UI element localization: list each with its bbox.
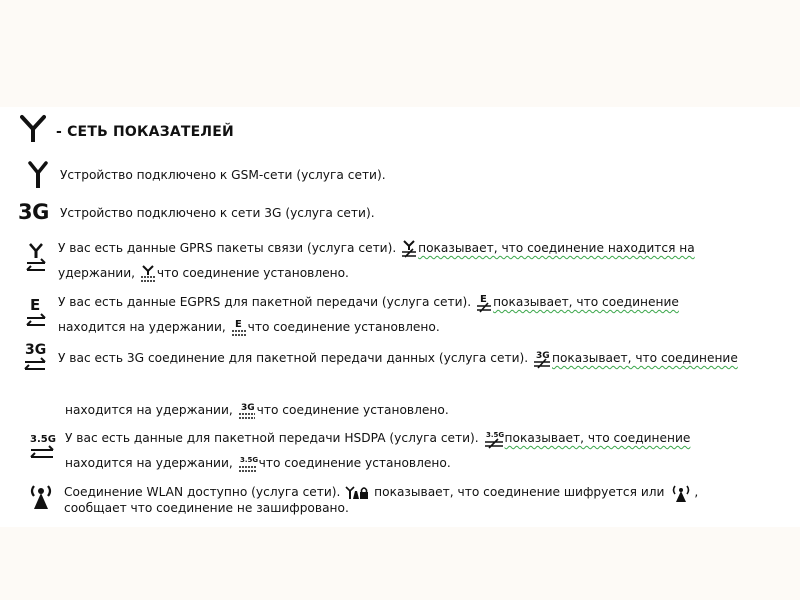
gprs-description-line1: У вас есть данные GPRS пакеты связи (услуга сети). показывает, что соединение находится на bbox=[58, 236, 695, 260]
gprs-icon bbox=[24, 242, 48, 276]
egprs-description-line2: находится на удержании, E что соединение установлено. bbox=[58, 315, 440, 339]
3g-packet-description-line2: находится на удержании, 3G что соединение установлено. bbox=[65, 398, 449, 422]
wlan-icon bbox=[28, 482, 54, 512]
hsdpa-description-line2: находится на удержании, 3.5G что соединение установлено. bbox=[65, 451, 451, 475]
gprs-description-line2: удержании, что соединение установлено. bbox=[58, 261, 349, 285]
wlan-unencrypted-icon bbox=[669, 483, 693, 503]
3g-icon: 3G bbox=[18, 200, 49, 224]
antenna-icon bbox=[20, 114, 46, 144]
egprs-hold-icon bbox=[476, 293, 492, 313]
egprs-hold-label: E bbox=[480, 293, 487, 305]
wlan-description-line1: Соединение WLAN доступно (услуга сети). показывает, что соединение шифруется или , bbox=[64, 480, 698, 504]
hsdpa-icon-label: 3.5G bbox=[30, 434, 56, 445]
hsdpa-active-label: 3.5G bbox=[239, 455, 258, 464]
3g-active-label: 3G bbox=[240, 402, 255, 413]
gsm-description: Устройство подключено к GSM-сети (услуга сети). bbox=[60, 168, 386, 182]
gprs-hold-icon bbox=[401, 240, 417, 258]
egprs-active-label: E bbox=[234, 318, 242, 330]
3g-packet-icon bbox=[22, 340, 50, 374]
egprs-description-line1: У вас есть данные EGPRS для пакетной передачи (услуга сети). E показывает, что соединение bbox=[58, 290, 679, 314]
3g-hold-label: 3G bbox=[536, 350, 550, 361]
wlan-encrypted-icon bbox=[345, 485, 369, 501]
hsdpa-icon bbox=[28, 430, 58, 464]
hsdpa-hold-icon bbox=[484, 429, 504, 449]
3g-packet-icon-label: 3G bbox=[25, 342, 47, 358]
wlan-description-line2: сообщает что соединение не зашифровано. bbox=[64, 501, 349, 515]
3g-packet-description-line1: У вас есть 3G соединение для пакетной передачи данных (услуга сети). 3G показывает, что соединение bbox=[58, 346, 738, 370]
hsdpa-active-icon bbox=[238, 454, 258, 474]
section-title: - СЕТЬ ПОКАЗАТЕЛЕЙ bbox=[56, 124, 234, 140]
3g-active-icon bbox=[238, 401, 256, 421]
egprs-active-icon bbox=[231, 318, 247, 338]
section-heading bbox=[20, 114, 234, 144]
egprs-icon bbox=[24, 296, 48, 330]
egprs-icon-label: E bbox=[30, 296, 41, 314]
hsdpa-hold-label: 3.5G bbox=[485, 430, 504, 439]
3g-description: Устройство подключено к сети 3G (услуга сети). bbox=[60, 206, 375, 220]
3g-hold-icon bbox=[533, 349, 551, 369]
gprs-active-icon bbox=[140, 265, 156, 283]
hsdpa-description-line1: У вас есть данные для пакетной передачи HSDPA (услуга сети). 3.5G показывает, что соединение bbox=[65, 426, 690, 450]
gsm-antenna-icon bbox=[28, 160, 48, 190]
